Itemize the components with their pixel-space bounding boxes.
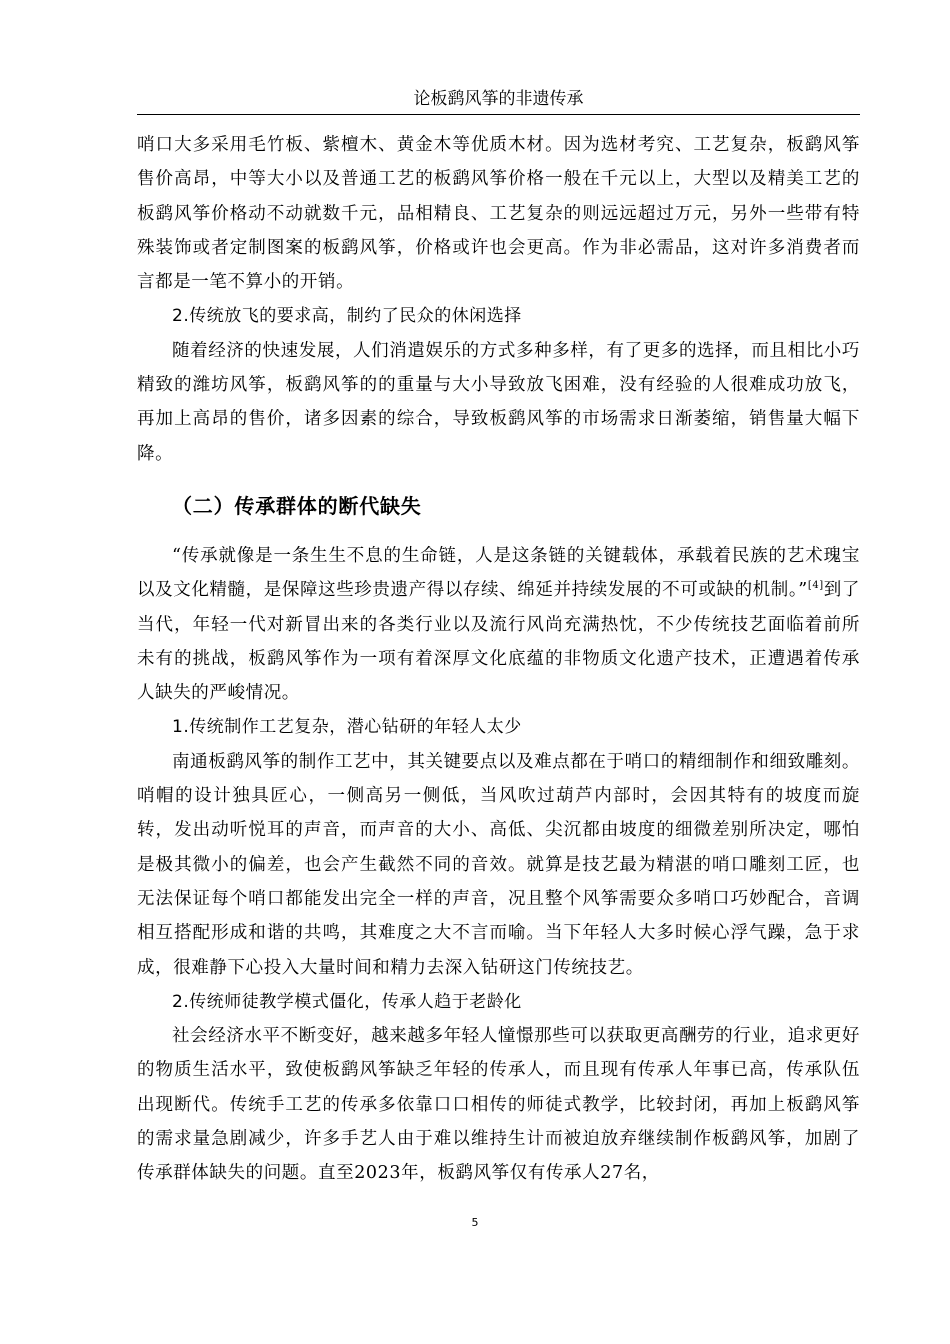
paragraph-market-demand: 随着经济的快速发展，人们消遣娱乐的方式多种多样，有了更多的选择，而且相比小巧精致的潍坊风筝，板鹞风筝的的重量与大小导致放飞困难，没有经验的人很难成功放飞，再加上高昂的售价，诸多因素的综合，导致板鹞风筝的市场需求日渐萎缩，销售量大幅下降。 (137, 340, 860, 464)
page-body (137, 128, 860, 1191)
subheading-apprenticeship: 2.传统师徒教学模式僵化，传承人趋于老龄化 (172, 991, 522, 1012)
citation-ref: [4] (807, 580, 824, 592)
running-header: 论板鹞风筝的非遗传承 (413, 89, 584, 109)
paragraph-inheritance-chain (137, 539, 860, 710)
paragraph-whistle-craft: 南通板鹞风筝的制作工艺中，其关键要点以及难点都在于哨口的精细制作和细致雕刻。哨帽的设计独具匠心，一侧高另一侧低，当风吹过葫芦内部时，会因其特有的坡度而旋转，发出动听悦耳的声音，而声音的大小、高低、尖沉都由坡度的细微差别所决定，哪怕是极其微小的偏差，也会产生截然不同的音效。就算是技艺最为精湛的哨口雕刻工匠，也无法保证每个哨口都能发出完全一样的声音，况且整个风筝需要众多哨口巧妙配合，音调相互搭配形成和谐的共鸣，其难度之大不言而喻。当下年轻人大多时候心浮气躁，急于求成，很难静下心投入大量时间和精力去深入钻研这门传统技艺。 (137, 751, 860, 978)
paragraph-aging-inheritors: 社会经济水平不断变好，越来越多年轻人憧憬那些可以获取更高酬劳的行业，追求更好的物质生活水平，致使板鹞风筝缺乏年轻的传承人，而且现有传承人年事已高，传承队伍出现断代。传统手工艺的传承多依靠口口相传的师徒式教学，比较封闭，再加上板鹞风筝的需求量急剧减少，许多手艺人由于难以维持生计而被迫放弃继续制作板鹞风筝，加剧了传承群体缺失的问题。直至2023年，板鹞风筝仅有传承人27名， (137, 1026, 860, 1184)
paragraph-text: 到了当代，年轻一代对新冒出来的各类行业以及流行风尚充满热忱，不少传统技艺面临着前所未有的挑战，板鹞风筝作为一项有着深厚文化底蕴的非物质文化遗产技术，正遭遇着传承人缺失的严峻情况。 (137, 580, 860, 704)
subheading-craft-complexity: 1.传统制作工艺复杂，潜心钻研的年轻人太少 (172, 717, 522, 738)
header-rule (137, 114, 860, 115)
subheading-flying-requirements: 2.传统放飞的要求高，制约了民众的休闲选择 (172, 306, 522, 327)
page-number: 5 (471, 1216, 479, 1229)
quote-text: “传承就像是一条生生不息的生命链，人是这条链的关键载体，承载着民族的艺术瑰宝以及文化精髓，是保障这些珍贵遗产得以存续、绵延并持续发展的不可或缺的机制。” (137, 545, 860, 601)
section-heading: （二）传承群体的断代缺失 (172, 493, 422, 518)
paragraph-continued: 哨口大多采用毛竹板、紫檀木、黄金木等优质木材。因为选材考究、工艺复杂，板鹞风筝售价高昂，中等大小以及普通工艺的板鹞风筝价格一般在千元以上，大型以及精美工艺的板鹞风筝价格动不动就数千元，品相精良、工艺复杂的则远远超过万元，另外一些带有特殊装饰或者定制图案的板鹞风筝，价格或许也会更高。作为非必需品，这对许多消费者而言都是一笔不算小的开销。 (137, 135, 860, 293)
